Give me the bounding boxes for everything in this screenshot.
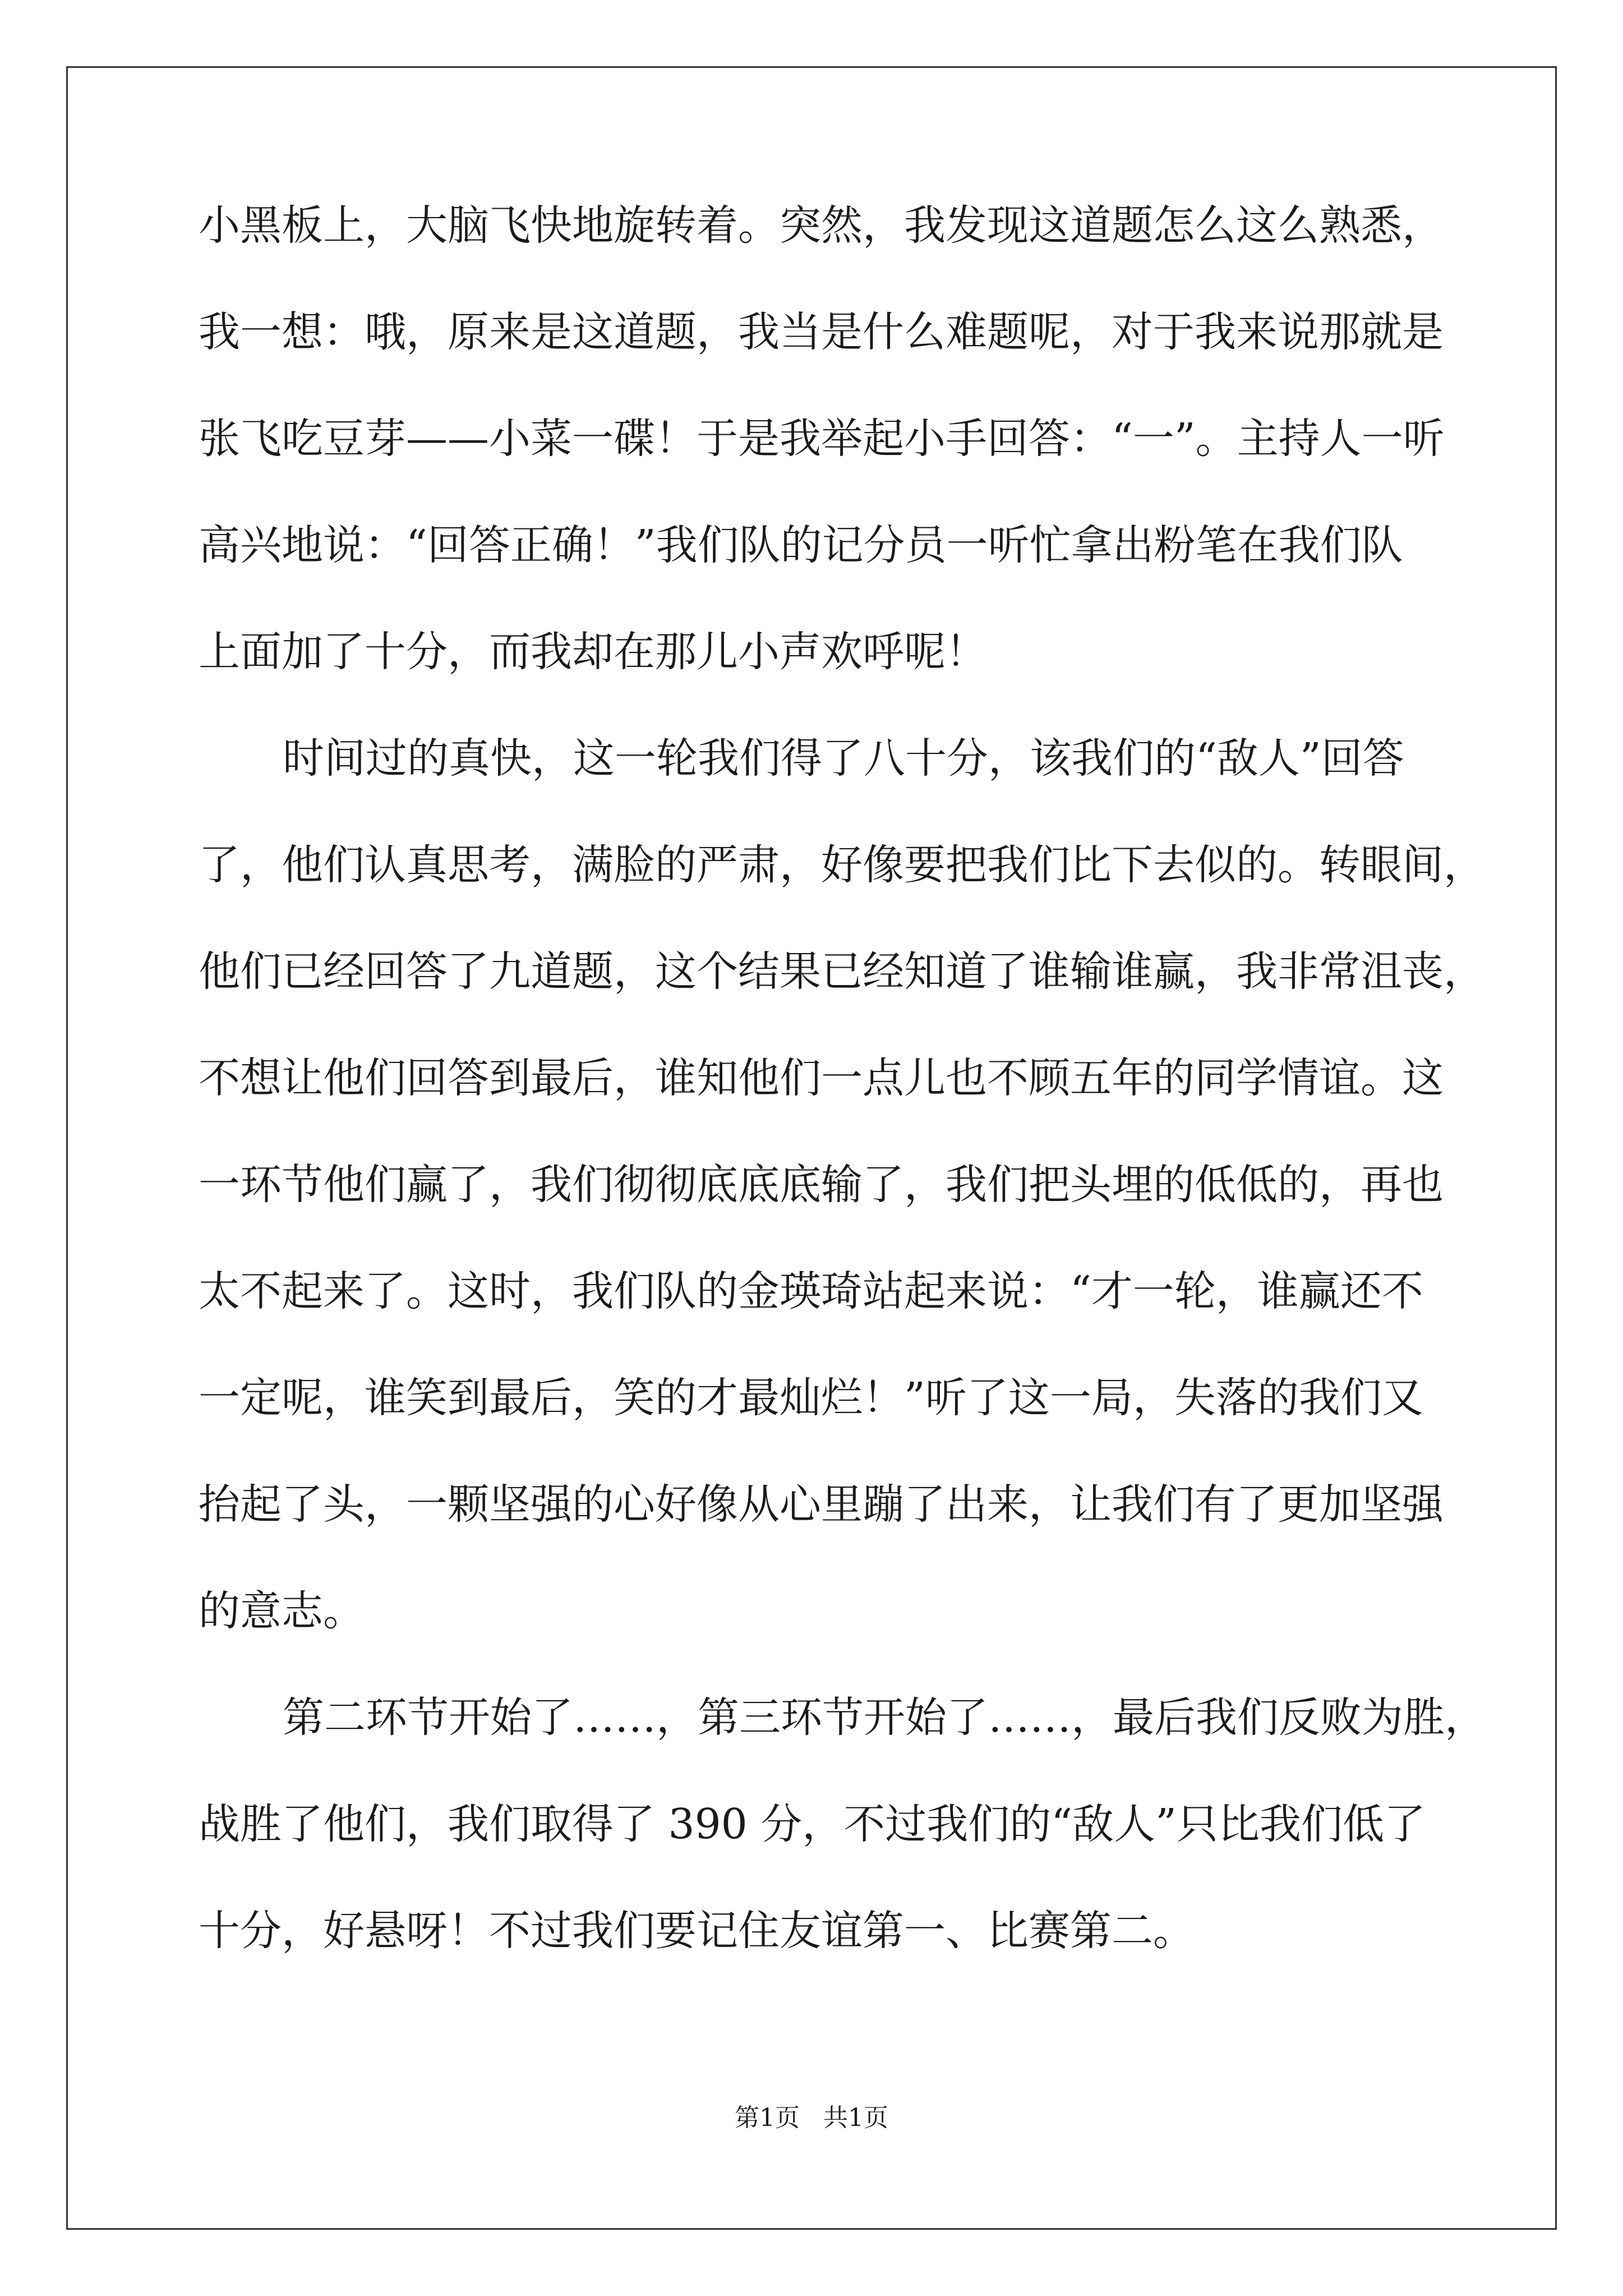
text-line: 十分，好悬呀！不过我们要记住友谊第一、比赛第二。 xyxy=(199,1907,1195,1955)
text-line: 一环节他们赢了，我们彻彻底底底输了，我们把头埋的低低的，再也 xyxy=(199,1161,1444,1209)
text-line: 抬起了头，一颗坚强的心好像从心里蹦了出来，让我们有了更加坚强 xyxy=(199,1480,1444,1529)
text-line: 太不起来了。这时，我们队的金瑛琦站起来说：“才一轮，谁赢还不 xyxy=(199,1267,1423,1315)
text-line: 我一想：哦，原来是这道题，我当是什么难题呢，对于我来说那就是 xyxy=(199,308,1444,356)
text-line: 不想让他们回答到最后，谁知他们一点儿也不顾五年的同学情谊。这 xyxy=(199,1054,1444,1102)
text-line: 战胜了他们，我们取得了 390 分，不过我们的“敌人”只比我们低了 xyxy=(199,1800,1426,1848)
text-line: 张飞吃豆芽——小菜一碟！于是我举起小手回答：“一”。主持人一听 xyxy=(199,415,1445,463)
document-body xyxy=(199,197,1486,2009)
text-line: 小黑板上，大脑飞快地旋转着。突然，我发现这道题怎么这么熟悉， xyxy=(199,201,1444,250)
text-line: 高兴地说：“回答正确！”我们队的记分员一听忙拿出粉笔在我们队 xyxy=(199,521,1403,569)
text-line: 的意志。 xyxy=(199,1587,365,1635)
text-line: 他们已经回答了九道题，这个结果已经知道了谁输谁赢，我非常沮丧， xyxy=(199,947,1485,996)
text-line: 了，他们认真思考，满脸的严肃，好像要把我们比下去似的。转眼间， xyxy=(199,841,1485,889)
paragraph-first-line: 时间过的真快，这一轮我们得了八十分，该我们的“敌人”回答 xyxy=(283,734,1404,783)
paragraph-first-line: 第二环节开始了……，第三环节开始了……，最后我们反败为胜， xyxy=(283,1694,1486,1742)
text-line: 一定呢，谁笑到最后，笑的才最灿烂！”听了这一局，失落的我们又 xyxy=(199,1374,1423,1422)
page-footer: 第1页 共1页 xyxy=(735,2104,888,2132)
text-line: 上面加了十分，而我却在那儿小声欢呼呢！ xyxy=(199,628,987,676)
